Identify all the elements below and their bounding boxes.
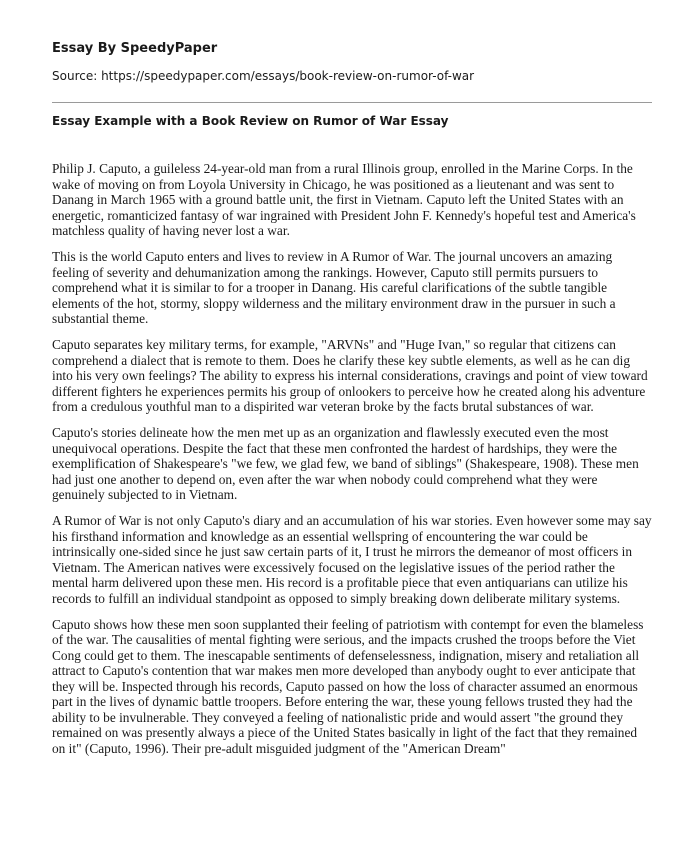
paragraph-1: Philip J. Caputo, a guileless 24-year-old man from a rural Illinois group, enrolled in the Marine Corps. In the wake of moving on from Loyola University in Chicago, he was positioned as a lieutenant and was sent to Danang in March 1965 with a ground battle unit, the first in Vietnam. Caputo left the United States with an energetic, romanticized fantasy of war ingrained with President John F. Kennedy's hopeful test and America's matchless quality of having never lost a war. <box>52 161 636 238</box>
paragraph-5: A Rumor of War is not only Caputo's diary and an accumulation of his war stories. Even however some may say his firsthand information and knowledge as an essential wellspring of encountering the war could be intrinsically one-sided since he just saw certain parts of it, I trust he mirrors the demeanor of most officers in Vietnam. The American natives were excessively focused on the legislative issues of the period rather the mental harm delivered upon these men. His record is a profitable piece that even antiquarians can utilize his records to fulfill an individual standpoint as opposed to simply breaking down deliberate military systems. <box>52 513 652 606</box>
source-line: Source: https://speedypaper.com/essays/book-review-on-rumor-of-war <box>52 69 475 83</box>
divider <box>52 102 652 103</box>
essay-title: Essay Example with a Book Review on Rumor of War Essay <box>52 114 449 128</box>
paragraph-6: Caputo shows how these men soon supplanted their feeling of patriotism with contempt for even the blameless of the war. The causalities of mental fighting were serious, and the impacts crushed the troops before the Viet Cong could get to them. The inescapable sentiments of defenselessness, indignation, misery and retaliation all attract to Caputo's contention that war makes men more developed than anybody ought to ever anticipate that they will be. Inspected through his records, Caputo passed on how the loss of character assumed an enormous part in the lives of dynamic battle troopers. Before entering the war, these young fellows trusted they had the ability to be invulnerable. They conveyed a feeling of nationalistic pride and would assert "the ground they remained on was presently always a piece of the United States basically in light of the fact that they remained on it" (Caputo, 1996). Their pre-adult misguided judgment of the "American Dream" <box>52 616 644 756</box>
document-page <box>52 40 652 767</box>
essay-body <box>52 161 652 756</box>
paragraph-3: Caputo separates key military terms, for example, "ARVNs" and "Huge Ivan," so regular that citizens can comprehend a dialect that is remote to them. Does he clarify these key subtle elements, as well as he can dig into his very own feelings? The ability to express his internal considerations, cravings and point of view toward different fighters he experiences permits his group of onlookers to perceive how he created along his adventure from a credulous youthful man to a dispirited war veteran broke by the facts brutal substances of war. <box>52 337 648 414</box>
paragraph-2: This is the world Caputo enters and lives to review in A Rumor of War. The journal uncovers an amazing feeling of severity and dehumanization among the rankings. However, Caputo still permits pursuers to comprehend what it is similar to for a trooper in Danang. His careful clarifications of the subtle tangible elements of the hot, stormy, sloppy wilderness and the military environment draw in the pursuer in such a substantial theme. <box>52 249 616 326</box>
paragraph-4: Caputo's stories delineate how the men met up as an organization and flawlessly executed even the most unequivocal operations. Despite the fact that these men confronted the hardest of hardships, they were the exemplification of Shakespeare's "we few, we glad few, we band of siblings" (Shakespeare, 1908). These men had just one another to depend on, even after the war when nobody could comprehend what they were genuinely subjected to in Vietnam. <box>52 425 639 502</box>
site-header-title: Essay By SpeedyPaper <box>52 41 218 56</box>
